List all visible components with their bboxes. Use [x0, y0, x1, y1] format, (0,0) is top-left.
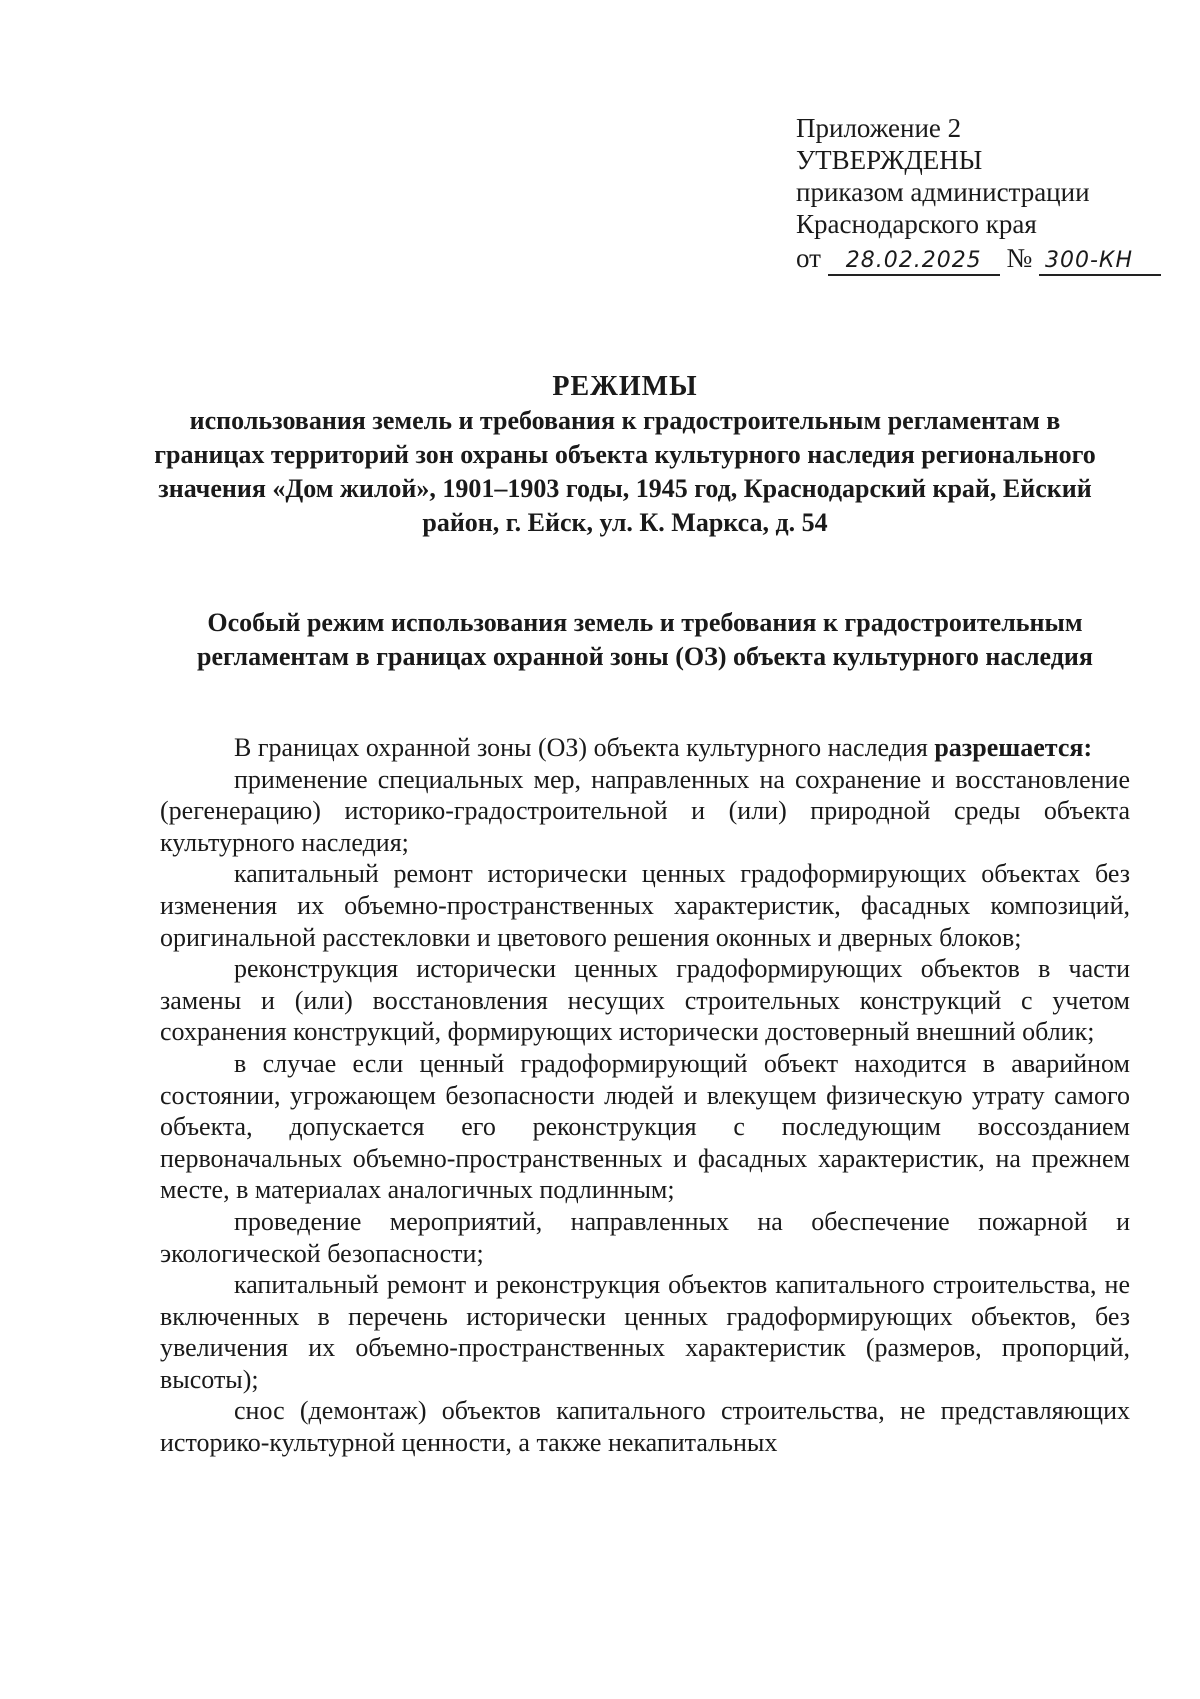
approved-by-line-1: приказом администрации — [796, 177, 1090, 207]
approval-block — [796, 112, 1156, 276]
list-item: применение специальных мер, направленных на сохранение и восстановление (регенерацию) историко-градостроительной и (или) природной среды объекта культурного наследия; — [160, 764, 1130, 857]
handwritten-number: 300-КН — [1039, 248, 1161, 276]
intro-paragraph — [160, 732, 1130, 764]
intro-text: В границах охранной зоны (ОЗ) объекта культурного наследия — [234, 733, 928, 762]
order-date-line — [796, 242, 1156, 276]
list-item: проведение мероприятий, направленных на обеспечение пожарной и экологической безопасности; — [160, 1206, 1130, 1268]
list-item: реконструкция исторически ценных градоформирующих объектов в части замены и (или) восстановления несущих строительных конструкций с учетом сохранения конструкций, формирующих исторически достоверный внешний облик; — [160, 954, 1130, 1047]
list-item: снос (демонтаж) объектов капитального строительства, не представляющих историко-культурной ценности, а также некапитальных — [160, 1396, 1130, 1458]
list-item: капитальный ремонт и реконструкция объектов капитального строительства, не включенных в перечень исторически ценных градоформирующих объектов, без увеличения их объемно-пространственных характеристик (размеров, пропорций, высоты); — [160, 1270, 1130, 1394]
list-item: в случае если ценный градоформирующий объект находится в аварийном состоянии, угрожающем безопасности людей и влекущем физическую утрату самого объекта, допускается его реконструкция с последующим воссозданием первоначальных объемно-пространственных и фасадных характеристик, на прежнем месте, в материалах аналогичных подлинным; — [160, 1048, 1130, 1205]
list-item: капитальный ремонт исторически ценных градоформирующих объектах без изменения их объемно-пространственных характеристик, фасадных композиций, оригинальной расстекловки и цветового решения оконных и дверных блоков; — [160, 859, 1130, 952]
approved-label: УТВЕРЖДЕНЫ — [796, 145, 983, 175]
document-body — [160, 732, 1130, 1459]
section-title: Особый режим использования земель и требования к градостроительным регламентам в границах охранной зоны (ОЗ) объекта культурного наследия — [197, 608, 1093, 671]
date-prefix: от — [796, 243, 821, 273]
document-title-block — [140, 370, 1110, 540]
number-prefix: № — [1006, 243, 1033, 273]
document-title: РЕЖИМЫ — [552, 371, 698, 402]
intro-bold-text: разрешается: — [934, 733, 1093, 762]
document-subtitle: использования земель и требования к градостроительным регламентам в границах территорий зон охраны объекта культурного наследия регионального значения «Дом жилой», 1901–1903 годы, 1945 год, Краснодарский край, Ейский район, г. Ейск, ул. К. Маркса, д. 54 — [154, 406, 1096, 537]
handwritten-date: 28.02.2025 — [828, 248, 1000, 276]
approved-by-line-2: Краснодарского края — [796, 209, 1037, 239]
annex-label: Приложение 2 — [796, 113, 962, 143]
